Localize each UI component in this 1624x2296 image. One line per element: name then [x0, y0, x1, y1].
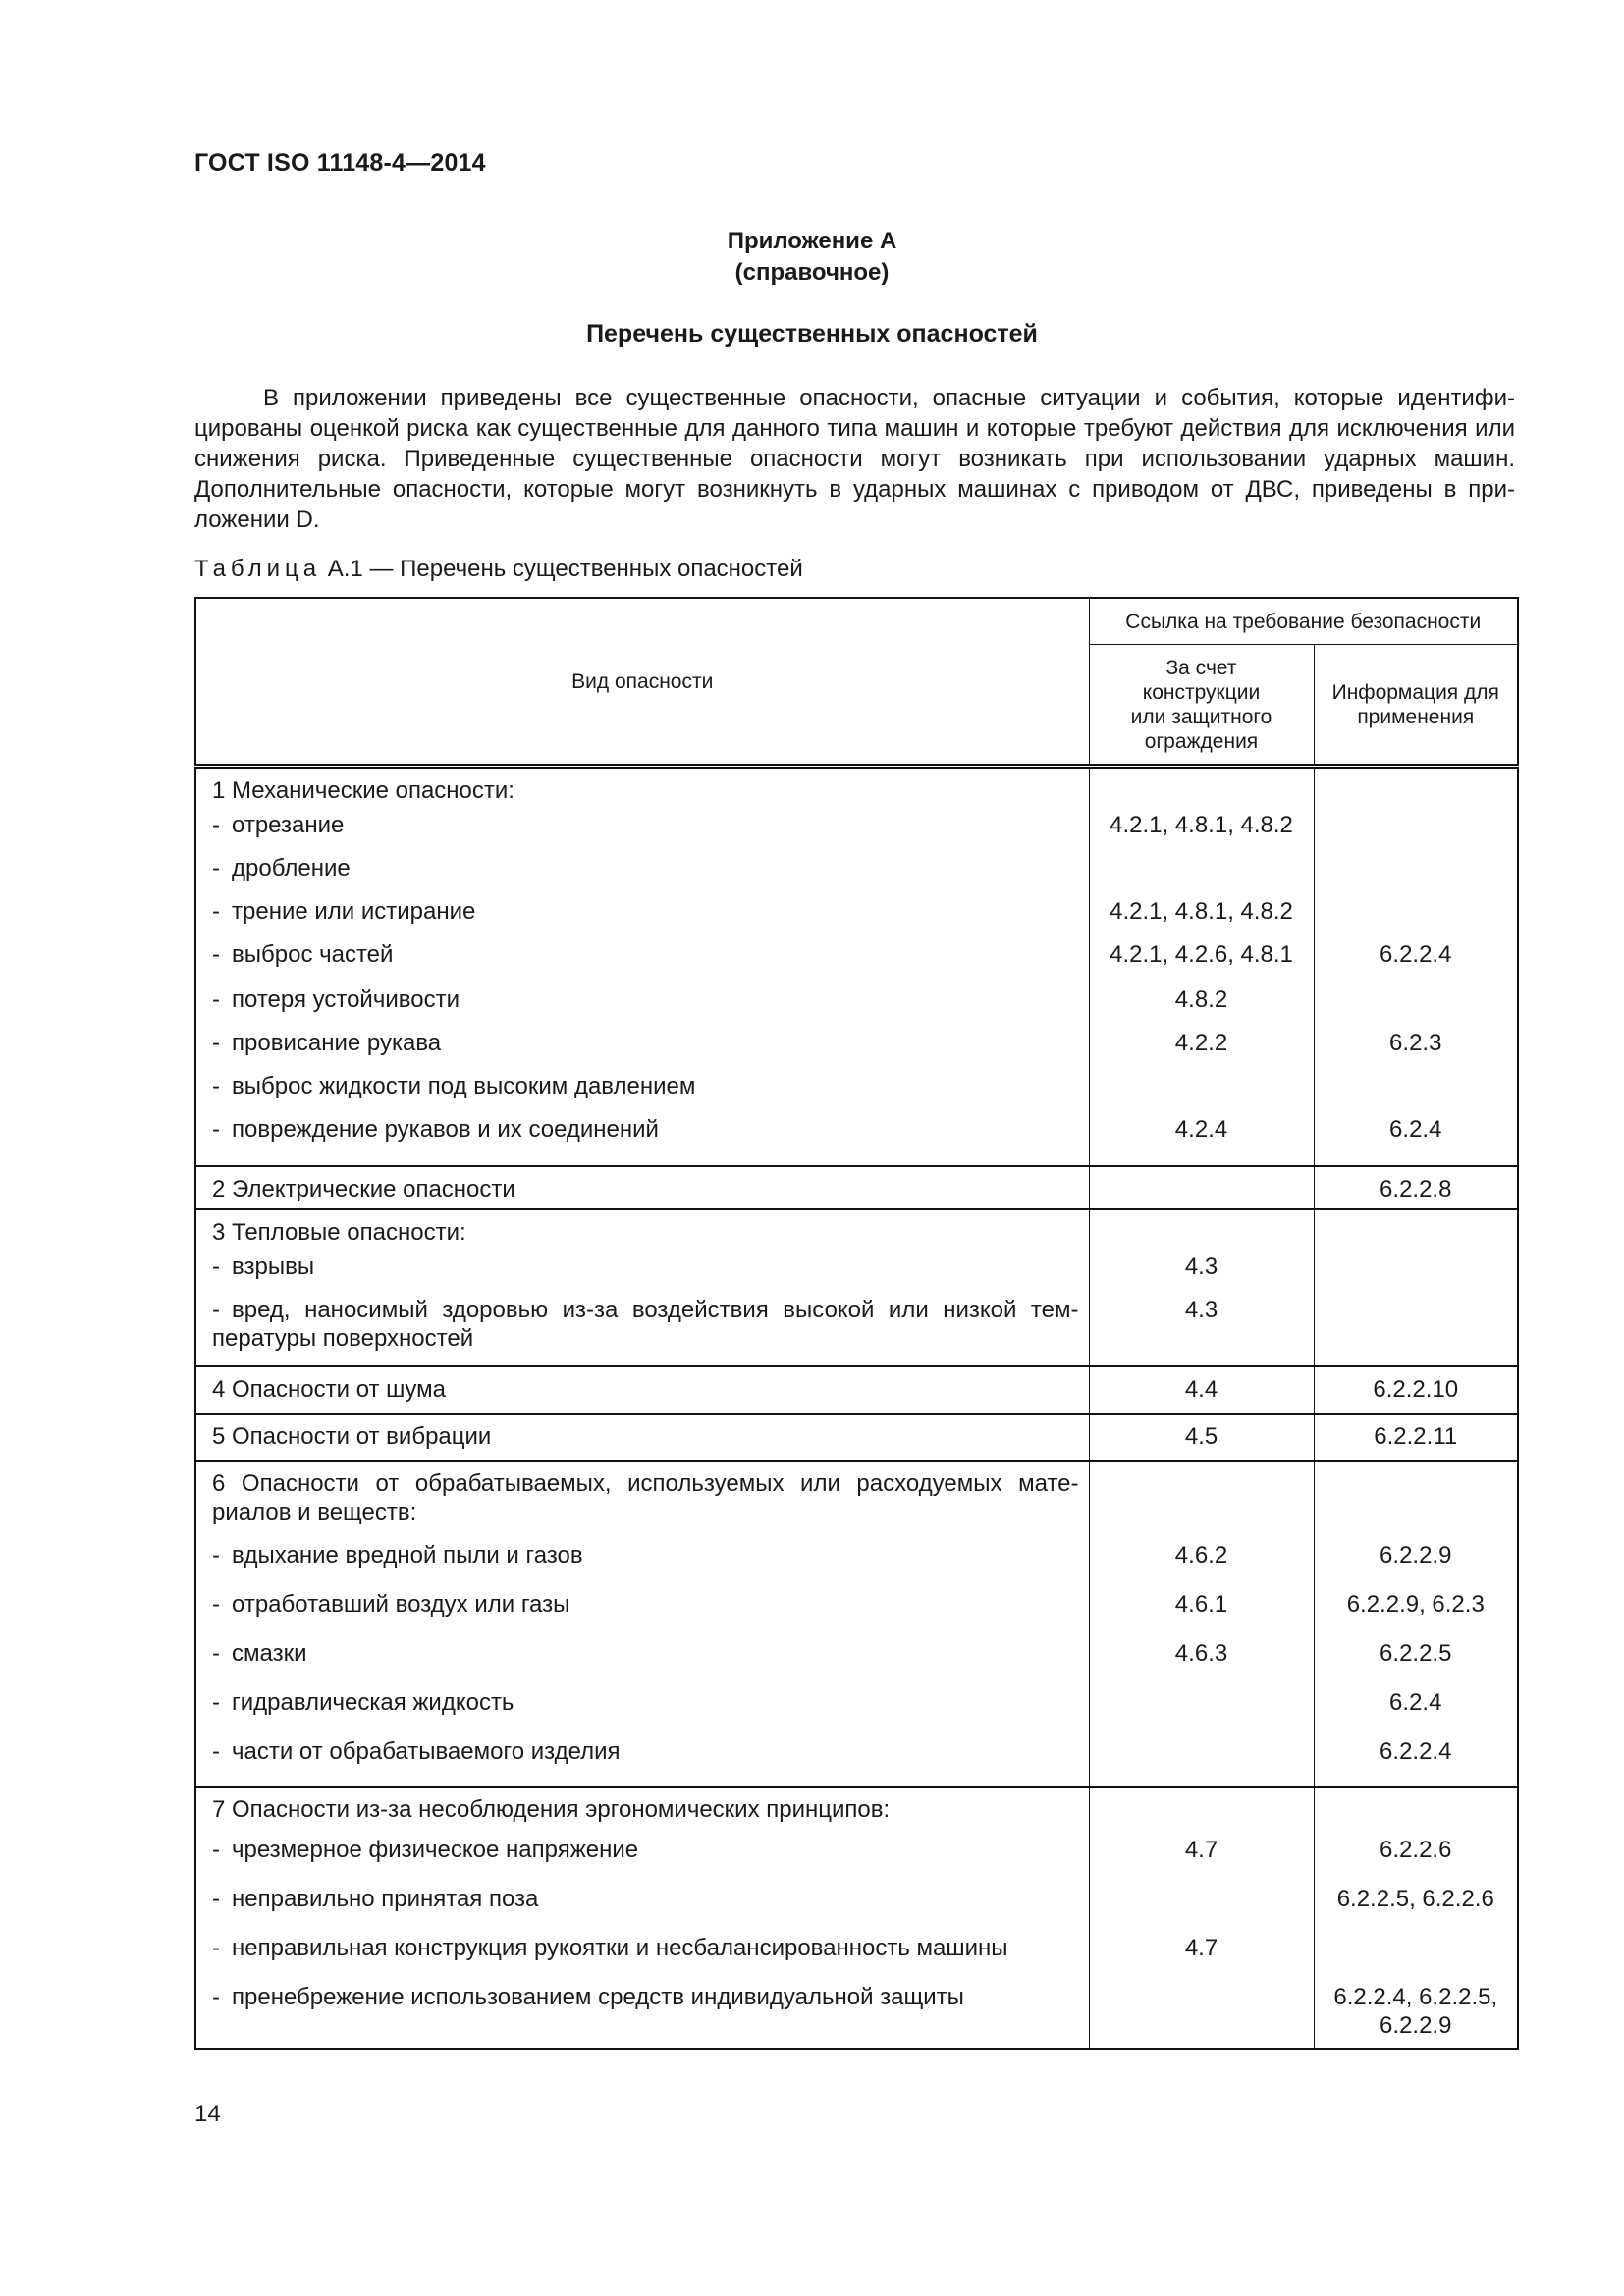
- info-cell: [1314, 1461, 1518, 1541]
- table-row: [195, 1688, 1518, 1737]
- design-cell: 4.6.1: [1089, 1590, 1314, 1639]
- design-cell: 4.7: [1089, 1836, 1314, 1885]
- group-title: 5 Опасности от вибрации: [195, 1414, 1089, 1461]
- design-cell: 4.6.3: [1089, 1639, 1314, 1688]
- design-cell: 4.2.2: [1089, 1029, 1314, 1072]
- design-cell: 4.2.1, 4.8.1, 4.8.2: [1089, 811, 1314, 854]
- info-cell: 6.2.2.9, 6.2.3: [1346, 1590, 1485, 1618]
- table-row: [195, 1639, 1518, 1688]
- hazard-item: - части от обрабатываемого изделия: [195, 1737, 1089, 1787]
- info-cell: 6.2.2.5: [1380, 1639, 1452, 1667]
- hazard-item: - провисание рукава: [195, 1029, 1089, 1072]
- group-title: 7 Опасности из-за несоблюдения эргономических принципов:: [195, 1787, 1089, 1836]
- table-caption-text: А.1 — Перечень существенных опасностей: [321, 556, 803, 582]
- design-cell: [1089, 1737, 1314, 1787]
- design-cell: 4.5: [1089, 1414, 1314, 1461]
- design-cell: [1089, 1787, 1314, 1836]
- table-row: [195, 1253, 1518, 1296]
- table-row: [195, 940, 1518, 986]
- header-info: Информация для применения: [1314, 645, 1518, 767]
- group-title: 3 Тепловые опасности:: [195, 1209, 1089, 1253]
- info-cell: 6.2.2.4: [1380, 940, 1452, 968]
- hazard-item: - неправильно принятая поза: [195, 1885, 1089, 1934]
- info-cell: [1314, 767, 1518, 811]
- hazard-item: - пренебрежение использованием средств индивидуальной защиты: [195, 1983, 1089, 2049]
- hazard-item: - выброс жидкости под высоким давлением: [195, 1072, 1089, 1115]
- design-cell: [1089, 1072, 1314, 1115]
- hazard-item: - повреждение рукавов и их соединений: [195, 1115, 1089, 1166]
- info-cell: 6.2.2.4: [1314, 1737, 1518, 1787]
- hazard-item: - дробление: [195, 854, 1089, 897]
- hazard-item: - чрезмерное физическое напряжение: [195, 1836, 1089, 1885]
- table-row: [195, 1737, 1518, 1787]
- hazard-item: - потеря устойчивости: [195, 986, 1089, 1029]
- table-row: [195, 1029, 1518, 1072]
- group-title: 2 Электрические опасности: [195, 1166, 1089, 1209]
- info-cell: [1314, 1296, 1518, 1366]
- info-cell: [1314, 1209, 1518, 1253]
- design-cell: 4.2.4: [1089, 1115, 1314, 1166]
- annex-kind: (справочное): [734, 259, 890, 286]
- table-row: [195, 1366, 1518, 1414]
- info-cell: [1314, 854, 1518, 897]
- design-cell: 4.6.2: [1089, 1541, 1314, 1590]
- design-cell: 4.8.2: [1089, 986, 1314, 1029]
- design-cell: 4.7: [1089, 1934, 1314, 1983]
- design-cell: 4.2.1, 4.8.1, 4.8.2: [1089, 897, 1314, 940]
- table-row: [195, 1461, 1518, 1541]
- document-id: ГОСТ ISO 11148-4—2014: [194, 149, 486, 177]
- info-cell: [1314, 1787, 1518, 1836]
- design-cell: [1089, 1461, 1314, 1541]
- info-cell: [1314, 1253, 1518, 1296]
- table-caption: [194, 556, 803, 583]
- table-row: [195, 767, 1518, 811]
- group-title: 4 Опасности от шума: [195, 1366, 1089, 1414]
- header-hazard-kind: Вид опасности: [195, 598, 1089, 767]
- annex-heading: Перечень существенных опасностей: [586, 320, 1038, 347]
- design-cell: [1089, 1885, 1314, 1934]
- table-row: [195, 1836, 1518, 1885]
- info-cell: 6.2.2.8: [1314, 1166, 1518, 1209]
- table-caption-word: Таблица: [194, 556, 322, 582]
- info-cell: [1314, 897, 1518, 940]
- header-design: За счет конструкции или защитного ограждения: [1089, 645, 1314, 767]
- hazard-item: - смазки: [195, 1639, 1089, 1688]
- design-cell: [1089, 1688, 1314, 1737]
- table-row: [195, 1541, 1518, 1590]
- table-row: [195, 811, 1518, 854]
- info-cell: 6.2.3: [1389, 1029, 1442, 1056]
- table-row: [195, 1115, 1518, 1166]
- info-cell: [1314, 811, 1518, 854]
- design-cell: [1089, 854, 1314, 897]
- intro-paragraph: В приложении приведены все существенные опасности, опасные ситуации и события, которые идентифицированы оценкой риска как существенные для данного типа машин и которые требуют действия для исключения или снижения риска. Приведенные существенные опасности могут возникать при использовании ударных машин. Дополнительные опасности, которые могут возникнуть в ударных машинах с приводом от ДВС, приведены в приложении D.: [194, 385, 1515, 533]
- hazards-table: [194, 597, 1519, 2050]
- table-row: [195, 1072, 1518, 1115]
- hazard-item: - выброс частей: [195, 940, 1089, 986]
- info-cell: 6.2.4: [1389, 1688, 1442, 1716]
- design-cell: [1089, 1983, 1314, 2049]
- info-cell: [1314, 1072, 1518, 1115]
- design-cell: [1089, 767, 1314, 811]
- header-safety-reference: Ссылка на требование безопасности: [1089, 598, 1518, 645]
- table-row: [195, 854, 1518, 897]
- hazard-item: - неправильная конструкция рукоятки и несбалансированность машины: [195, 1934, 1089, 1983]
- info-cell: [1314, 1934, 1518, 1983]
- info-cell: 6.2.2.5, 6.2.2.6: [1336, 1885, 1494, 1912]
- design-cell: 4.3: [1089, 1296, 1314, 1366]
- table-row: [195, 1787, 1518, 1836]
- table-row: [195, 1983, 1518, 2049]
- table-row: [195, 1590, 1518, 1639]
- page-number: 14: [194, 2101, 221, 2127]
- hazard-item: - отработавший воздух или газы: [195, 1590, 1089, 1639]
- table-row: [195, 1934, 1518, 1983]
- info-cell: [1314, 986, 1518, 1029]
- group-title: 6 Опасности от обрабатываемых, используемых или расходуемых материалов и веществ:: [195, 1461, 1089, 1541]
- design-cell: 4.2.1, 4.2.6, 4.8.1: [1089, 940, 1314, 986]
- info-cell: 6.2.2.9: [1380, 1541, 1452, 1569]
- hazard-item: - вдыхание вредной пыли и газов: [195, 1541, 1089, 1590]
- hazard-item: - трение или истирание: [195, 897, 1089, 940]
- hazard-item: - отрезание: [195, 811, 1089, 854]
- table-row: [195, 1209, 1518, 1253]
- info-cell: 6.2.2.4, 6.2.2.5, 6.2.2.9: [1333, 1983, 1498, 2039]
- design-cell: 4.4: [1089, 1366, 1314, 1414]
- info-cell: 6.2.2.10: [1314, 1366, 1518, 1414]
- table-row: [195, 1296, 1518, 1366]
- annex-title: Приложение А: [727, 228, 897, 254]
- hazard-item: - взрывы: [195, 1253, 1089, 1296]
- table-row: [195, 986, 1518, 1029]
- hazard-item: - гидравлическая жидкость: [195, 1688, 1089, 1737]
- design-cell: [1089, 1166, 1314, 1209]
- info-cell: 6.2.2.11: [1314, 1414, 1518, 1461]
- table-row: [195, 1885, 1518, 1934]
- table-row: [195, 1166, 1518, 1209]
- table-row: [195, 897, 1518, 940]
- group-title: 1 Механические опасности:: [195, 767, 1089, 811]
- table-row: [195, 1414, 1518, 1461]
- design-cell: 4.3: [1089, 1253, 1314, 1296]
- design-cell: [1089, 1209, 1314, 1253]
- info-cell: 6.2.2.6: [1380, 1836, 1452, 1863]
- info-cell: 6.2.4: [1314, 1115, 1518, 1166]
- hazard-item: - вред, наносимый здоровью из-за воздействия высокой или низкой температуры поверхностей: [195, 1296, 1089, 1366]
